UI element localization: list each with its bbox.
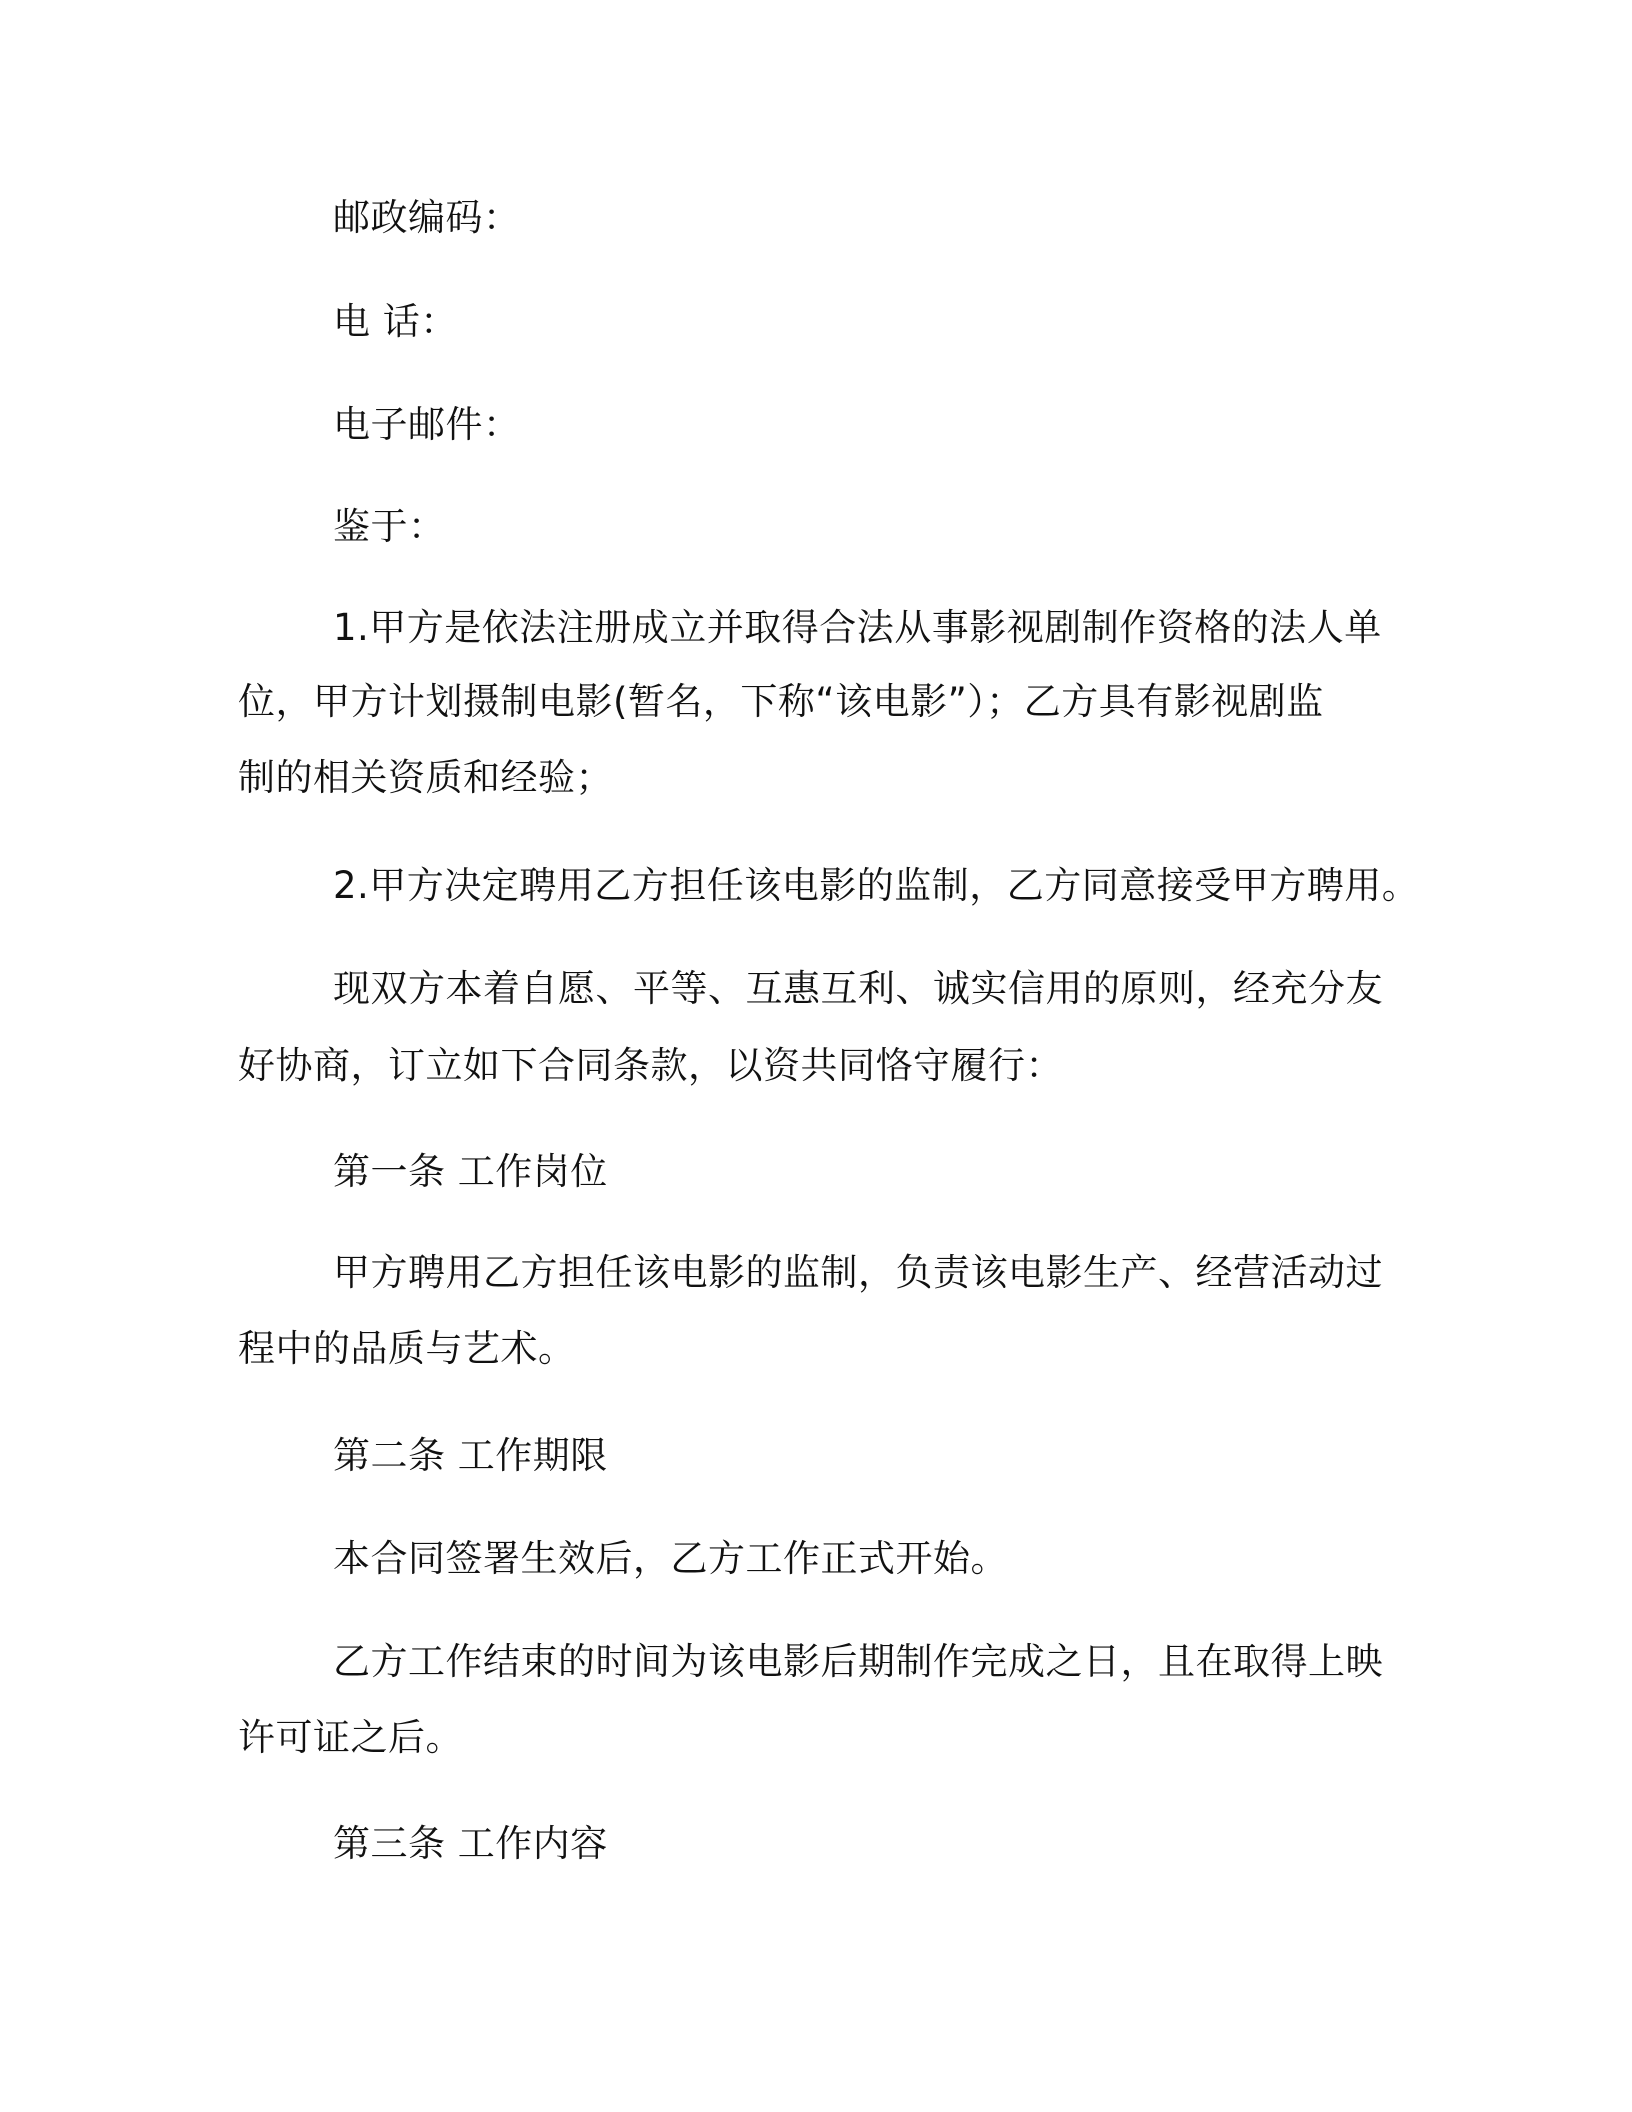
article-3-heading: 第三条 工作内容 — [333, 1822, 608, 1865]
preamble-line-2: 好协商，订立如下合同条款，以资共同恪守履行： — [238, 1044, 1063, 1087]
article-2-body-1: 本合同签署生效后，乙方工作正式开始。 — [333, 1537, 1008, 1580]
article-2-body-2-line-2: 许可证之后。 — [238, 1716, 463, 1759]
article-2-heading: 第二条 工作期限 — [333, 1434, 608, 1477]
email-label: 电子邮件： — [333, 403, 521, 446]
article-1-heading: 第一条 工作岗位 — [333, 1150, 608, 1193]
postal-code-label: 邮政编码： — [333, 196, 521, 239]
whereas-heading: 鉴于： — [333, 505, 446, 548]
article-1-body-line-2: 程中的品质与艺术。 — [238, 1327, 576, 1370]
article-2-body-2-line-1: 乙方工作结束的时间为该电影后期制作完成之日，且在取得上映 — [333, 1640, 1383, 1683]
article-1-body-line-1: 甲方聘用乙方担任该电影的监制，负责该电影生产、经营活动过 — [333, 1251, 1383, 1294]
recital-1-line-1: 1.甲方是依法注册成立并取得合法从事影视剧制作资格的法人单 — [333, 606, 1382, 649]
phone-label: 电 话： — [333, 300, 458, 343]
recital-2: 2.甲方决定聘用乙方担任该电影的监制，乙方同意接受甲方聘用。 — [333, 864, 1420, 907]
preamble-line-1: 现双方本着自愿、平等、互惠互利、诚实信用的原则，经充分友 — [333, 967, 1383, 1010]
recital-1-line-3: 制的相关资质和经验； — [238, 756, 613, 799]
recital-1-line-2: 位，甲方计划摄制电影(暂名，下称“该电影”）；乙方具有影视剧监 — [238, 680, 1324, 723]
